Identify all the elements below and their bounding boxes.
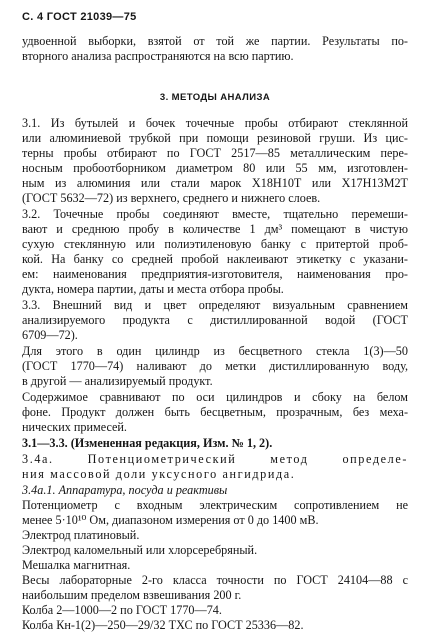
text-line: (ГОСТ 5632—72) из верхнего, среднего и нижнего слоев. xyxy=(22,191,321,205)
text-line: нических примесей. xyxy=(22,420,127,434)
text-line: 6709—72). xyxy=(22,328,78,342)
text-line: 3.3. Внешний вид и цвет определяют визуальным сравнением xyxy=(22,298,408,312)
text-line: Колба Кн-1(2)—250—29/32 ТХС по ГОСТ 25336—82. xyxy=(22,618,304,632)
text-line: ным из алюминия или стали марок Х18Н10Т или Х17Н13М2Т xyxy=(22,176,408,190)
subsection-title: 3.4а.1. Аппаратура, посуда и реактивы xyxy=(22,483,228,497)
text-line: Колба 2—1000—2 по ГОСТ 1770—74. xyxy=(22,603,222,617)
text-line: 3.1. Из бутылей и бочек точечные пробы отбирают стеклянной xyxy=(22,116,408,130)
text-line: Электрод платиновый. xyxy=(22,528,140,542)
text-line: 3.2. Точечные пробы соединяют вместе, тщательно перемеши- xyxy=(22,207,408,221)
text-line: или алюминиевой трубкой при помощи резиновой груши. Из цис- xyxy=(22,131,408,145)
text-line: Потенциометр с входным электрическим сопротивлением не xyxy=(22,498,408,512)
section-title: 3. МЕТОДЫ АНАЛИЗА xyxy=(159,92,271,103)
text-line: носным пробоотборником диаметром 80 или 55 мм, изготовлен- xyxy=(22,161,408,175)
text-line: фоне. Продукт должен быть бесцветным, прозрачным, без меха- xyxy=(22,405,408,419)
text-line: сухую стеклянную или полиэтиленовую банку с притертой проб- xyxy=(22,237,408,251)
text-line: анализируемого продукта с дистиллированной водой (ГОСТ xyxy=(22,313,408,327)
method-title: 3.4а. Потенциометрический метод определе- xyxy=(22,452,408,466)
text-line: кой. На банку со средней пробой наклеивают этикетку с указани- xyxy=(22,252,408,266)
text-line: вторного анализа распространяются на всю партию. xyxy=(22,49,294,63)
method-title-cont: ния массовой доли уксусного ангидрида. xyxy=(22,467,296,481)
text-line: вают и среднюю пробу в количестве 1 дм³ помещают в чистую xyxy=(22,222,408,236)
text-line: Мешалка магнитная. xyxy=(22,558,131,572)
text-line: ем: наименования предприятия-изготовителя, наименования про- xyxy=(22,267,408,281)
text-line: терны пробы отбирают по ГОСТ 2517—85 металлическим пере- xyxy=(22,146,408,160)
text-line: дукта, номера партии, даты и места отбора пробы. xyxy=(22,282,284,296)
text-line: наибольшим пределом взвешивания 200 г. xyxy=(22,588,242,602)
amendment-note: 3.1—3.3. (Измененная редакция, Изм. № 1, 2). xyxy=(22,436,273,450)
text-line: менее 5·10¹⁰ Ом, диапазоном измерения от 0 до 1400 мВ. xyxy=(22,513,319,527)
text-line: в другой — анализируемый продукт. xyxy=(22,374,213,388)
text-line: Содержимое сравнивают по оси цилиндров и сбоку на белом xyxy=(22,390,408,404)
text-line: удвоенной выборки, взятой от той же партии. Результаты по- xyxy=(22,34,408,48)
text-line: Для этого в один цилиндр из бесцветного стекла 1(3)—50 xyxy=(22,344,408,358)
text-line: (ГОСТ 1770—74) наливают до метки дистиллированную воду, xyxy=(22,359,408,373)
page-header: С. 4 ГОСТ 21039—75 xyxy=(22,11,137,23)
text-line: Электрод каломельный или хлорсеребряный. xyxy=(22,543,258,557)
text-line: Весы лабораторные 2-го класса точности по ГОСТ 24104—88 с xyxy=(22,573,408,587)
